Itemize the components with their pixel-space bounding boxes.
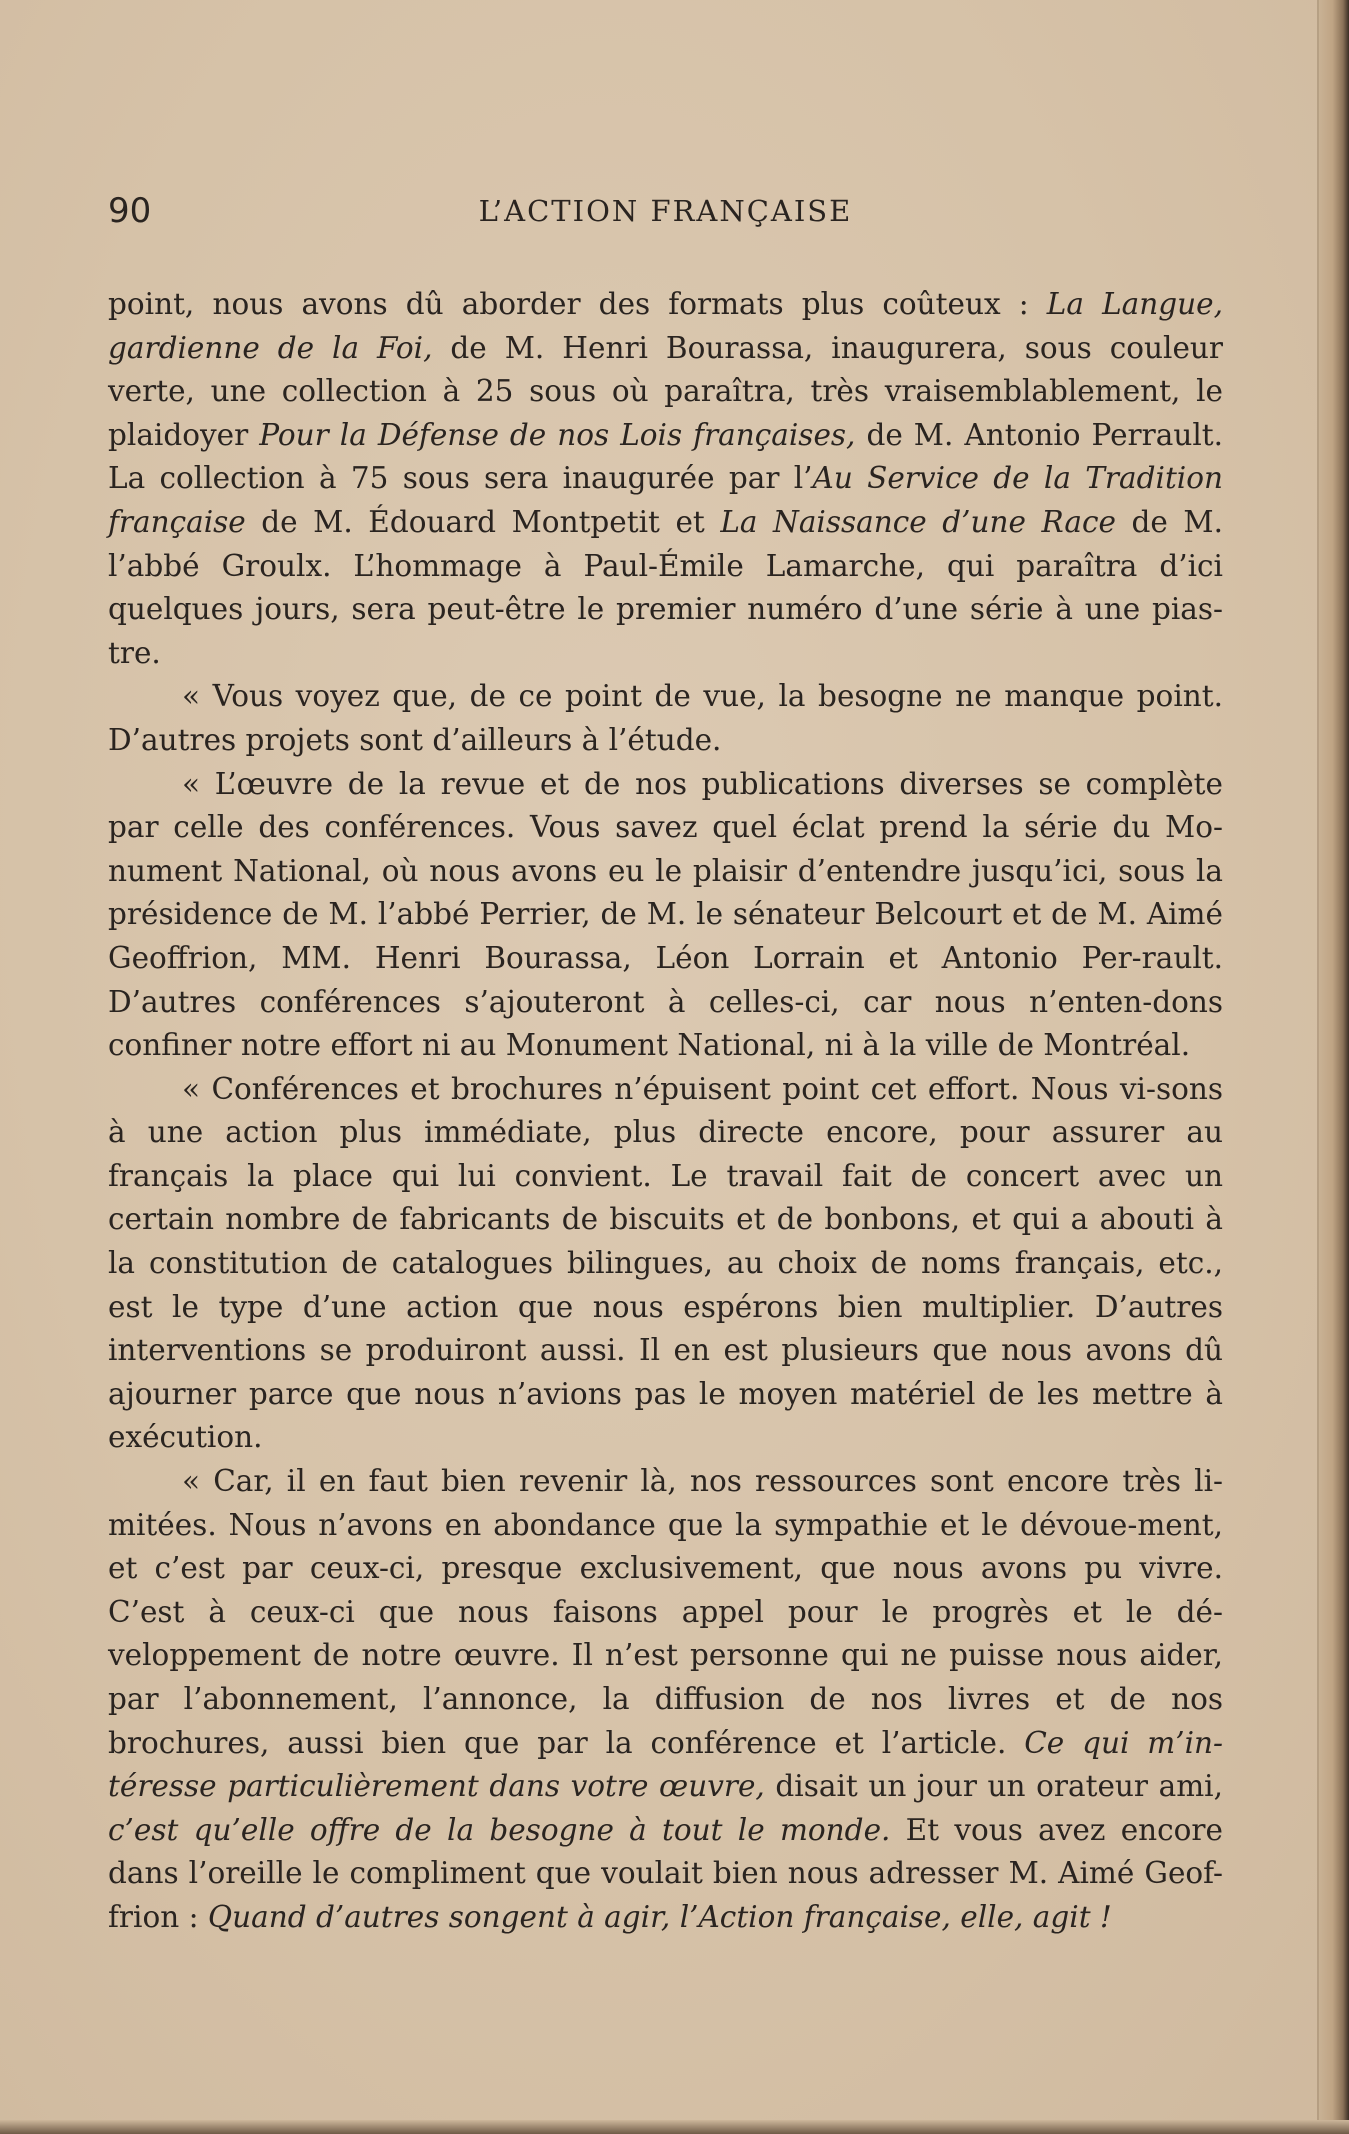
p1-text-1: point, nous avons dû aborder des formats plus coûteux : (108, 287, 1047, 321)
body-text (108, 283, 1223, 1940)
p5-quote-3: Quand d’autres songent à agir, l’Action française, elle, agit ! (207, 1899, 1112, 1934)
page-binding-edge (1319, 0, 1349, 2134)
page-number: 90 (108, 191, 152, 231)
p5-text-2: disait un jour un orateur ami, (764, 1769, 1223, 1804)
p5-text-1: « Car, il en faut bien revenir là, nos ressources sont encore très li-mitées. Nous n’avons en abondance que la sympathie et le dévoue-ment, et c’est par ceux-ci, presque exclusivement, que nous avons pu vivre. C’est à ceux-ci que nous faisons appel pour le progrès et le dé-veloppement de notre œuvre. Il n’est personne qui ne puisse nous aider, par l’abonnement, l’annonce, la diffusion de nos livres et de nos brochures, aussi bien que par la conférence et l’article. (108, 1464, 1223, 1760)
p5-quote-2: c’est qu’elle offre de la besogne à tout le monde. (108, 1812, 891, 1847)
page-edge-line (1317, 0, 1319, 2134)
p1-text-4: de M. Édouard Montpetit et (245, 504, 721, 539)
running-title: L’ACTION FRANÇAISE (478, 194, 853, 228)
page-header (108, 186, 1223, 236)
paragraph-5 (108, 1460, 1223, 1940)
page-bottom-edge (0, 2120, 1349, 2134)
p1-title-la-langue: La Langue, gardienne de la Foi, (108, 287, 1223, 365)
paragraph-2: « Vous voyez que, de ce point de vue, la besogne ne manque point. D’autres projets sont d’ailleurs à l’étude. (108, 679, 1223, 757)
p5-quote-1: Ce qui m’in-téresse particulièrement dans votre œuvre, (108, 1725, 1224, 1804)
p5-text-3: Et vous avez encore dans l’oreille le compliment que voulait bien nous adresser M. Aimé Geof-frion : (108, 1812, 1223, 1934)
p1-title-naissance-race: La Naissance d’une Race (720, 504, 1116, 539)
paragraph-4: « Conférences et brochures n’épuisent point cet effort. Nous vi-sons à une action plus immédiate, plus directe encore, pour assurer au français la place qui lui convient. Le travail fait de concert avec un certain nombre de fabricants de biscuits et de bonbons, et qui a abouti à la constitution de catalogues bilingues, au choix de noms français, etc., est le type d’une action que nous espérons bien multiplier. D’autres interventions se produiront aussi. Il en est plusieurs que nous avons dû ajourner parce que nous n’avions pas le moyen matériel de les mettre à exécution. (108, 1071, 1223, 1455)
p1-title-defense-lois: Pour la Défense de nos Lois françaises, (259, 417, 856, 452)
p1-text-5: de M. l’abbé Groulx. L’hommage à Paul-Émile Lamarche, qui paraîtra d’ici quelques jours, sera peut-être le premier numéro d’une série à une pias-tre. (108, 504, 1223, 670)
p1-text-3: de M. Antonio Perrault. La collection à 75 sous sera inaugurée par l’ (108, 417, 1223, 496)
paragraph-1 (108, 283, 1223, 675)
paragraph-3: « L’œuvre de la revue et de nos publications diverses se complète par celle des conférences. Vous savez quel éclat prend la série du Mo-nument National, où nous avons eu le plaisir d’entendre jusqu’ici, sous la présidence de M. l’abbé Perrier, de M. le sénateur Belcourt et de M. Aimé Geoffrion, MM. Henri Bourassa, Léon Lorrain et Antonio Per-rault. D’autres conférences s’ajouteront à celles-ci, car nous n’enten-dons confiner notre effort ni au Monument National, ni à la ville de Montréal. (108, 766, 1223, 1063)
p1-title-service-tradition: Au Service de la Tradition française (108, 461, 1223, 539)
p1-text-2: de M. Henri Bourassa, inaugurera, sous couleur verte, une collection à 25 sous où paraîtra, très vraisemblablement, le plaidoyer (108, 330, 1224, 452)
